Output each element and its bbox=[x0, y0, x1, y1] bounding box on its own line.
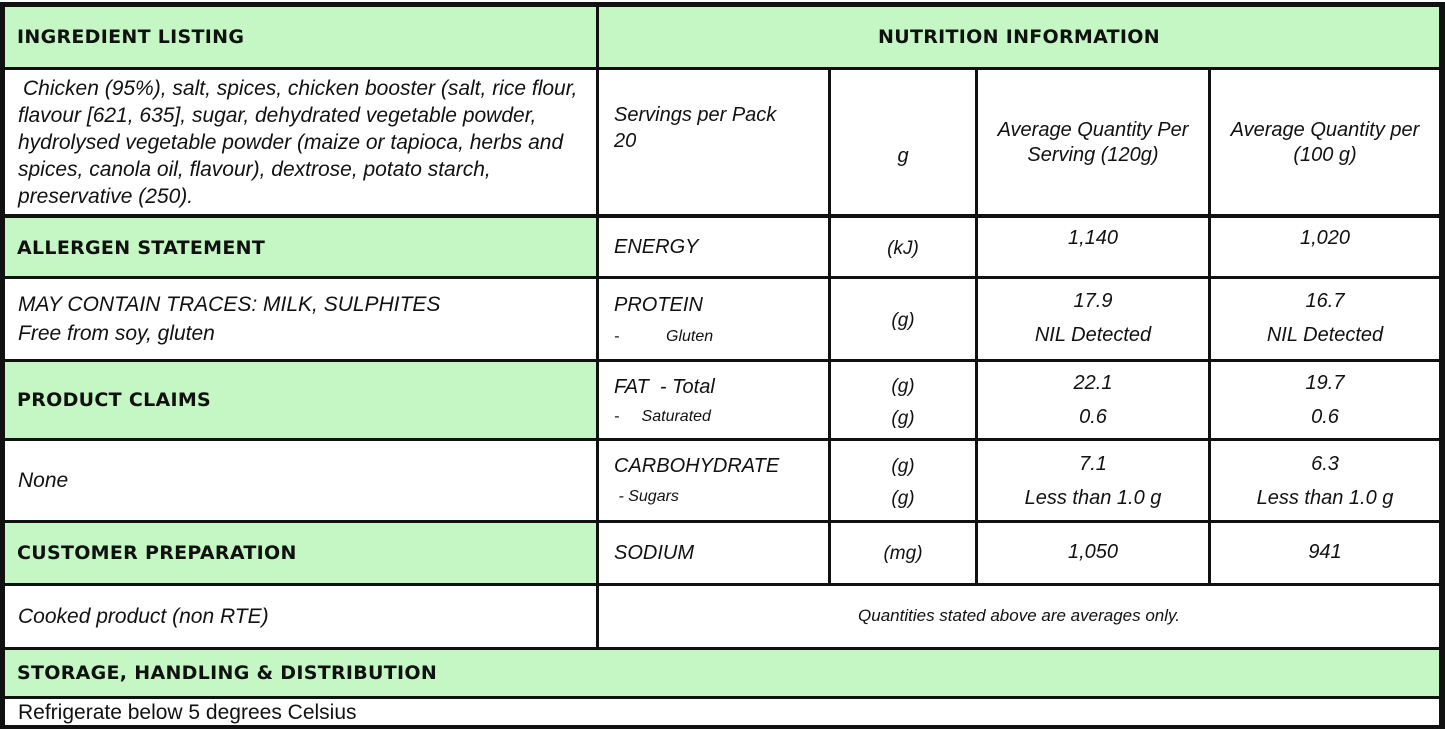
fat-total-per-100g: 19.7 bbox=[1305, 372, 1345, 394]
product-claims-text: None bbox=[18, 469, 69, 492]
rule-7 bbox=[0, 583, 1445, 586]
customer-preparation-text: Cooked product (non RTE) bbox=[18, 605, 269, 628]
fat-total-label: FAT - Total bbox=[614, 376, 715, 398]
rule-4 bbox=[0, 359, 1445, 362]
allergen-line-1: MAY CONTAIN TRACES: MILK, SULPHITES bbox=[18, 293, 441, 316]
per-100g-column-header: Average Quantity per (100 g) bbox=[1230, 119, 1420, 166]
storage-heading-text: STORAGE, HANDLING & DISTRIBUTION bbox=[17, 662, 438, 684]
border-left bbox=[0, 2, 5, 729]
customer-preparation-heading-text: CUSTOMER PREPARATION bbox=[17, 542, 297, 564]
rule-9 bbox=[0, 696, 1445, 699]
ingredient-listing-heading-text: INGREDIENT LISTING bbox=[17, 26, 245, 48]
product-claims-heading bbox=[5, 362, 596, 438]
rule-8 bbox=[0, 647, 1445, 650]
sugars-label: - Sugars bbox=[614, 488, 679, 505]
sodium-per-100g: 941 bbox=[1308, 541, 1342, 563]
servings-per-pack-value: 20 bbox=[614, 130, 637, 152]
ingredient-listing-text: Chicken (95%), salt, spices, chicken booster (salt, rice flour, flavour [621, 635], sugar, dehydrated vegetable powder, hydrolysed vegetable powder (maize or tapioca, herbs and spices, canola oil, flavour), dextrose, potato starch, preservative (250). bbox=[18, 77, 578, 208]
gluten-per-100g: NIL Detected bbox=[1266, 324, 1384, 346]
storage-text: Refrigerate below 5 degrees Celsius bbox=[18, 701, 357, 724]
energy-per-100g: 1,020 bbox=[1299, 227, 1351, 249]
protein-label: PROTEIN bbox=[614, 294, 703, 316]
rule-5 bbox=[0, 438, 1445, 441]
sugars-per-serving: Less than 1.0 g bbox=[1024, 487, 1162, 509]
nutrition-footnote: Quantities stated above are averages only. bbox=[858, 606, 1180, 625]
energy-per-serving: 1,140 bbox=[1067, 227, 1119, 249]
border-right bbox=[1439, 2, 1445, 729]
protein-unit: (g) bbox=[891, 310, 915, 331]
nutrition-information-heading bbox=[599, 7, 1439, 67]
saturated-per-serving: 0.6 bbox=[1079, 406, 1107, 428]
gluten-per-serving: NIL Detected bbox=[1034, 324, 1152, 346]
energy-label: ENERGY bbox=[614, 236, 699, 258]
carbohydrate-per-100g: 6.3 bbox=[1311, 453, 1339, 475]
nutrition-information-heading-text: NUTRITION INFORMATION bbox=[878, 26, 1160, 48]
rule-6 bbox=[0, 520, 1445, 523]
fat-total-per-serving: 22.1 bbox=[1073, 372, 1113, 394]
carbohydrate-unit: (g) bbox=[891, 456, 915, 477]
gluten-label: Gluten bbox=[666, 328, 714, 345]
saturated-label: - Saturated bbox=[614, 408, 711, 425]
sugars-per-100g: Less than 1.0 g bbox=[1256, 487, 1394, 509]
saturated-per-100g: 0.6 bbox=[1311, 406, 1339, 428]
allergen-statement-heading-text: ALLERGEN STATEMENT bbox=[17, 237, 266, 259]
servings-per-pack-label: Servings per Pack bbox=[614, 104, 777, 126]
rule-2 bbox=[0, 214, 1445, 218]
rule-3 bbox=[0, 276, 1445, 279]
product-claims-heading-text: PRODUCT CLAIMS bbox=[17, 389, 212, 411]
allergen-statement-heading bbox=[5, 218, 596, 278]
carbohydrate-label: CARBOHYDRATE bbox=[614, 455, 780, 477]
divider-main-vertical bbox=[596, 2, 599, 650]
carbohydrate-per-serving: 7.1 bbox=[1079, 453, 1107, 475]
sodium-label: SODIUM bbox=[614, 542, 694, 564]
sodium-unit: (mg) bbox=[883, 543, 923, 564]
sodium-per-serving: 1,050 bbox=[1067, 541, 1119, 563]
ingredient-listing-heading bbox=[5, 7, 596, 67]
saturated-unit: (g) bbox=[891, 408, 915, 429]
unit-column-header: g bbox=[897, 145, 909, 167]
rule-1 bbox=[0, 67, 1445, 70]
protein-per-serving: 17.9 bbox=[1073, 290, 1113, 312]
storage-heading bbox=[5, 650, 1439, 696]
protein-per-100g: 16.7 bbox=[1305, 290, 1345, 312]
sugars-unit: (g) bbox=[891, 488, 915, 509]
per-serving-column-header: Average Quantity Per Serving (120g) bbox=[997, 119, 1189, 166]
border-top bbox=[0, 2, 1445, 7]
energy-unit: (kJ) bbox=[887, 238, 919, 259]
customer-preparation-heading bbox=[5, 523, 596, 583]
allergen-line-2: Free from soy, gluten bbox=[18, 322, 215, 345]
gluten-dash: - bbox=[614, 328, 620, 345]
fat-total-unit: (g) bbox=[891, 376, 915, 397]
